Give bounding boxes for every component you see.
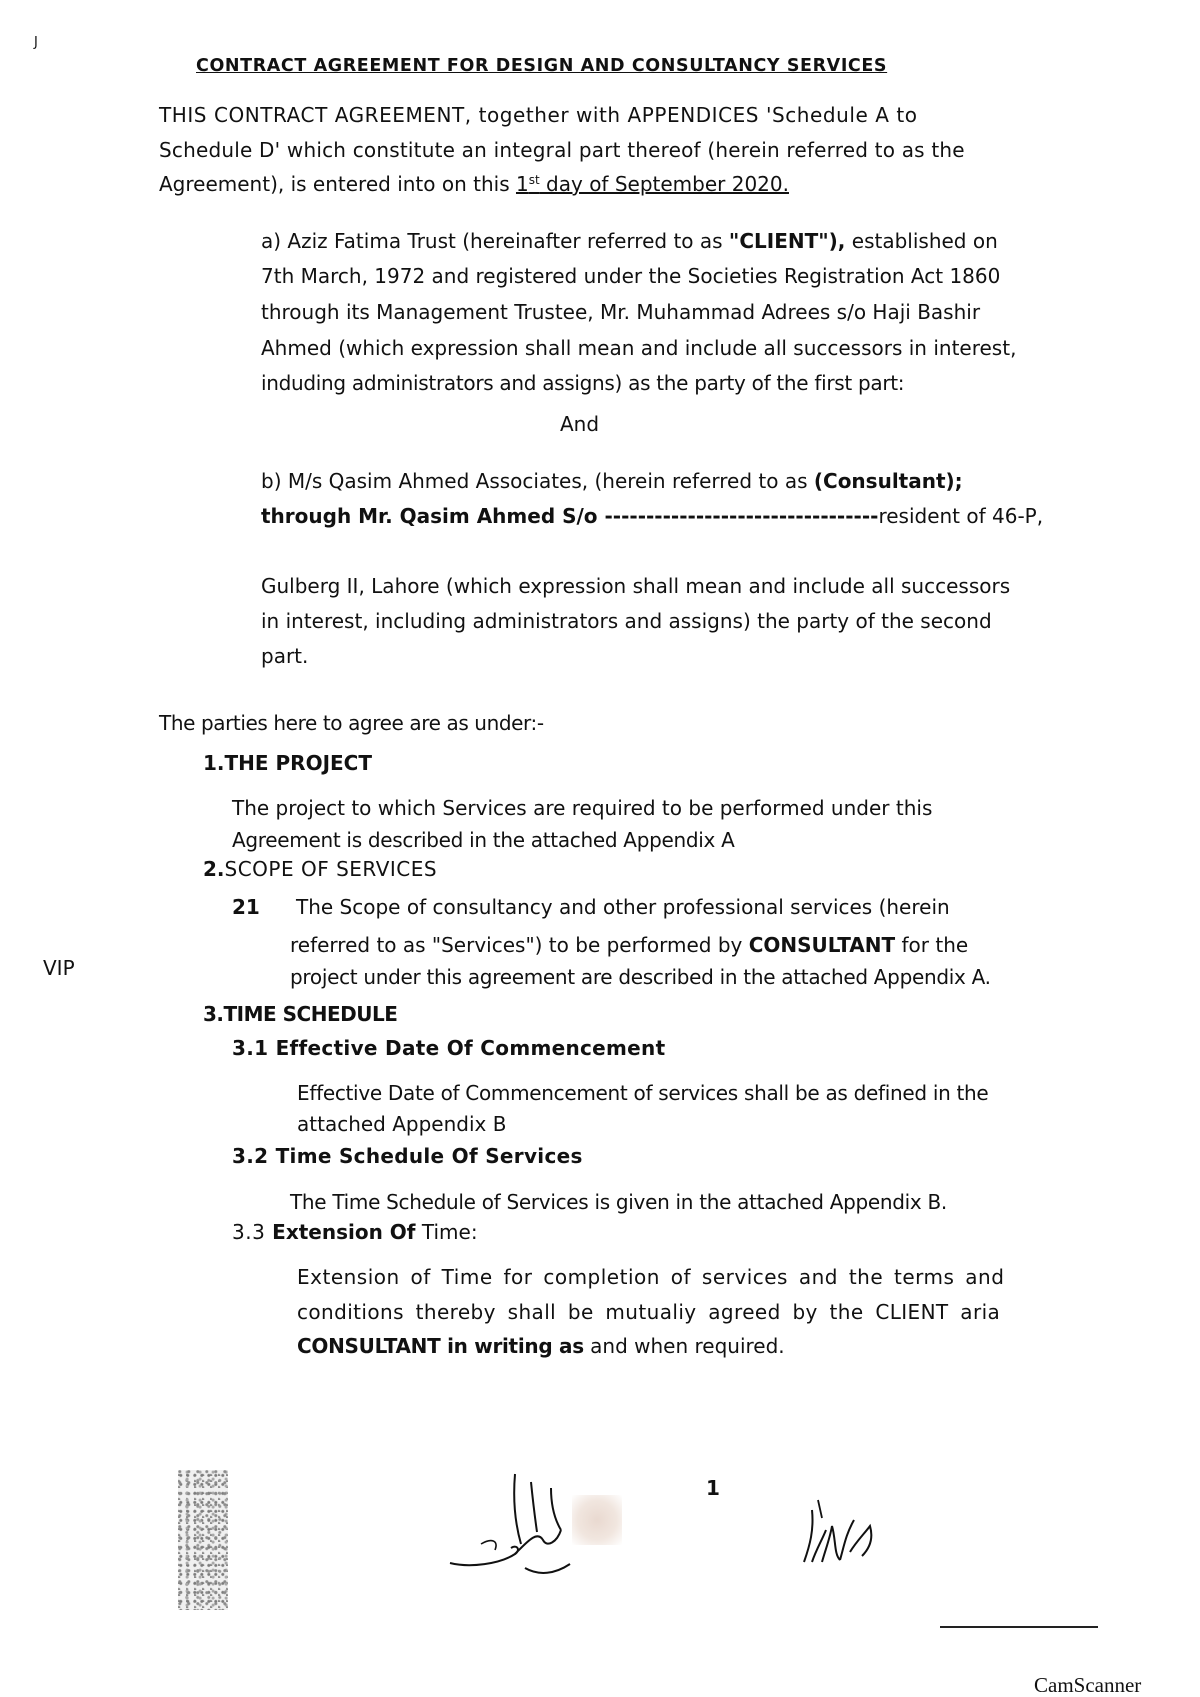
- section-3-3-line-2: conditions thereby shall be mutualiy agreed by the CLIENT aria: [297, 1300, 1001, 1324]
- section-3-heading: 3.TIME SCHEDULE: [203, 1002, 398, 1026]
- section-2-1-number: 21: [232, 895, 260, 919]
- party-a-line-4: Ahmed (which expression shall mean and include all successors in interest,: [261, 336, 1017, 360]
- consultant-in-writing: CONSULTANT in writing as: [297, 1334, 584, 1358]
- signature-1-icon: [445, 1468, 615, 1583]
- intro-line-1: THIS CONTRACT AGREEMENT, together with APPENDICES 'Schedule A to: [159, 103, 918, 127]
- section-3-1-heading: 3.1 Effective Date Of Commencement: [232, 1036, 666, 1060]
- party-b-line-1: [261, 471, 963, 491]
- section-1-line-1: The project to which Services are required to be performed under this: [232, 796, 933, 820]
- section-3-3-line-1: Extension of Time for completion of services and the terms and: [297, 1265, 1005, 1289]
- camscanner-watermark: CamScanner: [1034, 1673, 1142, 1697]
- party-a-line-1: [261, 231, 998, 251]
- margin-note-vip: VIP: [43, 956, 75, 980]
- party-b-line-4: in interest, including administrators and assigns) the party of the second: [261, 609, 992, 633]
- section-2-heading: [203, 859, 437, 879]
- party-b-line-3: Gulberg II, Lahore (which expression shall mean and include all successors: [261, 574, 1011, 598]
- date-suffix: st: [528, 173, 540, 187]
- client-label: "CLIENT"),: [728, 229, 846, 253]
- section-3-3-number: 3.3: [232, 1220, 273, 1244]
- section-3-1-line-1: Effective Date of Commencement of services shall be as defined in the: [297, 1081, 989, 1105]
- corner-mark: J: [34, 35, 38, 50]
- section-2-title: SCOPE OF SERVICES: [224, 857, 438, 881]
- section-1-line-2: Agreement is described in the attached Appendix A: [232, 828, 735, 852]
- consultant-term: CONSULTANT: [748, 933, 896, 957]
- signature-line: [940, 1626, 1098, 1628]
- section-2-line-3: project under this agreement are described in the attached Appendix A.: [290, 965, 991, 989]
- party-b-line-5: part.: [261, 644, 309, 668]
- section-3-3-line-3-rest: and when required.: [583, 1334, 785, 1358]
- party-a-line-1-prefix: a) Aziz Fatima Trust (hereinafter referred to as: [261, 229, 729, 253]
- section-2-line-1: The Scope of consultancy and other professional services (herein: [296, 895, 950, 919]
- section-1-heading: 1.THE PROJECT: [203, 751, 373, 775]
- agree-line: The parties here to agree are as under:-: [159, 711, 544, 735]
- section-3-3-title-bold: Extension Of: [272, 1220, 416, 1244]
- conjunction-and: And: [560, 412, 600, 436]
- section-3-3-title-rest: Time:: [415, 1220, 478, 1244]
- agreement-date: [516, 172, 789, 196]
- section-3-2-heading: 3.2 Time Schedule Of Services: [232, 1144, 583, 1168]
- party-b-name: through Mr. Qasim Ahmed S/o ---------------------------------: [261, 504, 879, 528]
- intro-line-2: Schedule D' which constitute an integral part thereof (herein referred to as the: [159, 138, 965, 162]
- page-title: CONTRACT AGREEMENT FOR DESIGN AND CONSULTANCY SERVICES: [196, 56, 888, 76]
- section-3-2-line-1: The Time Schedule of Services is given in the attached Appendix B.: [290, 1190, 947, 1214]
- section-3-3-heading: [232, 1222, 478, 1242]
- section-3-1-line-2: attached Appendix B: [297, 1112, 507, 1136]
- party-a-line-5: induding administrators and assigns) as the party of the first part:: [261, 371, 905, 395]
- consultant-label: (Consultant);: [813, 469, 963, 493]
- party-a-line-3: through its Management Trustee, Mr. Muhammad Adrees s/o Haji Bashir: [261, 300, 981, 324]
- party-b-residence: resident of 46-P,: [878, 504, 1044, 528]
- section-2-number: 2.: [203, 857, 225, 881]
- party-b-line-1-prefix: b) M/s Qasim Ahmed Associates, (herein referred to as: [261, 469, 814, 493]
- intro-line-3-prefix: Agreement), is entered into on this: [159, 172, 516, 196]
- section-3-3-line-3: [297, 1336, 785, 1356]
- stamp-image: [178, 1470, 228, 1610]
- date-day: 1: [515, 172, 529, 196]
- party-a-line-1-suffix: established on: [845, 229, 998, 253]
- signature-2-icon: [800, 1490, 880, 1570]
- party-b-line-2: [261, 506, 1043, 526]
- section-2-line-2: [290, 935, 968, 955]
- page-number: 1: [706, 1476, 720, 1500]
- date-rest: day of September 2020.: [539, 172, 789, 196]
- section-2-line-2-suffix: for the: [895, 933, 969, 957]
- party-a-line-2: 7th March, 1972 and registered under the Societies Registration Act 1860: [261, 264, 1001, 288]
- section-2-line-2-prefix: referred to as "Services") to be performed by: [290, 933, 749, 957]
- intro-line-3: [159, 174, 789, 194]
